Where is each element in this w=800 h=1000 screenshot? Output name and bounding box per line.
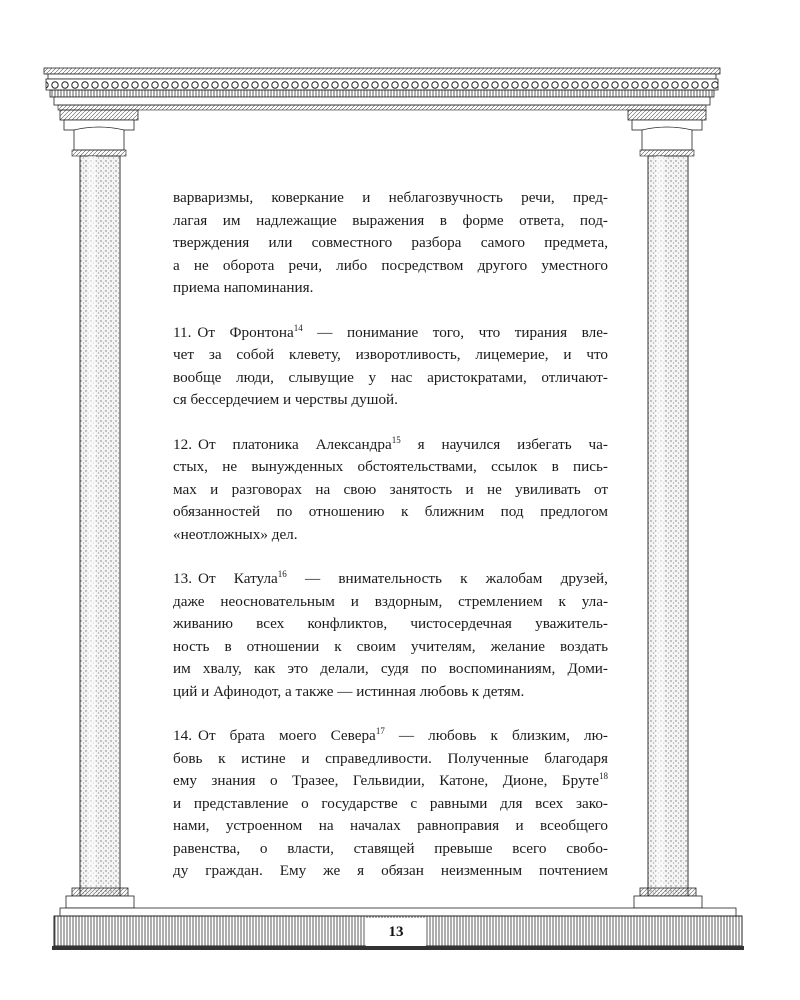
paragraph-12-line-3: мах и разговорах на свою занятость и не увиливать от xyxy=(173,480,608,498)
paragraph-14-number: 14. xyxy=(173,727,192,744)
paragraph-1 xyxy=(173,187,608,300)
paragraph-13-line-6: ций и Афинодот, а также — истинная любовь к детям. xyxy=(173,682,525,700)
paragraph-1-line-5: приема напоминания. xyxy=(173,279,314,296)
paragraph-12-line-4: обязанностей по отношению к ближним под предлогом xyxy=(173,503,608,520)
paragraph-14 xyxy=(173,725,608,883)
paragraph-1-line-1: варваризмы, коверкание и неблагозвучность речи, пред- xyxy=(173,189,608,206)
paragraph-14-line-2: бовь к истине и справедливости. Полученные благодаря xyxy=(173,749,608,767)
paragraph-13-line-2: даже неосновательным и вздорным, стремлением к ула- xyxy=(173,592,608,610)
footnote-marker[interactable]: 18 xyxy=(599,771,608,781)
paragraph-12-line-5: «неотложных» дел. xyxy=(173,525,298,543)
paragraph-13 xyxy=(173,568,608,703)
footnote-marker[interactable]: 17 xyxy=(375,726,385,736)
paragraph-1-line-2: лагая им надлежащие выражения в форме ответа, под- xyxy=(173,211,608,229)
paragraph-13-number: 13. xyxy=(173,570,192,587)
paragraph-14-line-3: ему знания о Тразее, Гельвидии, Катоне, Дионе, Бруте$^{18}$ xyxy=(173,771,608,789)
paragraph-14-line-6: равенства, о власти, ставящей превыше всего свобо- xyxy=(173,839,608,857)
paragraph-14-line-1: От брата моего Севера$^{17}$ — любовь к близким, лю- xyxy=(197,726,608,744)
footnote-marker[interactable]: 15 xyxy=(391,434,401,445)
footnote-marker[interactable]: 14 xyxy=(293,322,303,333)
paragraph-12-line-2: стых, не вынужденных обстоятельствами, ссылок в пись- xyxy=(173,458,608,475)
right-column xyxy=(628,110,706,908)
left-column xyxy=(60,110,138,908)
paragraph-11-line-1: От Фронтона$^{14}$ — понимание того, что тирания вле- xyxy=(197,322,608,341)
page-number: 13 xyxy=(366,918,426,946)
paragraph-11-line-2: чет за собой клевету, изворотливость, лицемерие, и что xyxy=(173,346,608,363)
paragraph-11 xyxy=(173,322,608,412)
paragraph-11-line-3: вообще люди, слывущие у нас аристократами, отличают- xyxy=(173,368,608,386)
body-text xyxy=(173,187,608,905)
paragraph-12-number: 12. xyxy=(173,435,192,453)
paragraph-14-line-5: нами, устроенном на началах равноправия и всеобщего xyxy=(173,817,608,834)
paragraph-13-line-1: От Катула$^{16}$ — внимательность к жалобам друзей, xyxy=(197,569,608,587)
paragraph-1-line-3: тверждения или совместного разбора самого предмета, xyxy=(173,234,608,251)
paragraph-14-line-4: и представление о государстве с равными для всех зако- xyxy=(173,794,608,812)
paragraph-13-line-4: ность в отношении к своим учителям, желание воздать xyxy=(173,637,608,655)
paragraph-1-line-4: а не оборота речи, либо посредством другого уместного xyxy=(173,256,608,274)
footnote-marker[interactable]: 16 xyxy=(277,569,287,579)
paragraph-11-number: 11. xyxy=(173,323,192,341)
paragraph-13-line-5: им хвалу, как это делали, судя по воспоминаниям, Доми- xyxy=(173,660,608,677)
cornice xyxy=(44,68,720,110)
paragraph-13-line-3: живанию всех конфликтов, чистосердечная уважитель- xyxy=(173,615,608,632)
paragraph-14-line-7: ду граждан. Ему же я обязан неизменным почтением xyxy=(173,862,608,879)
paragraph-12 xyxy=(173,434,608,547)
paragraph-11-line-4: ся бессердечием и черствы душой. xyxy=(173,391,398,408)
paragraph-12-line-1: От платоника Александра$^{15}$ я научился избегать ча- xyxy=(197,434,608,453)
